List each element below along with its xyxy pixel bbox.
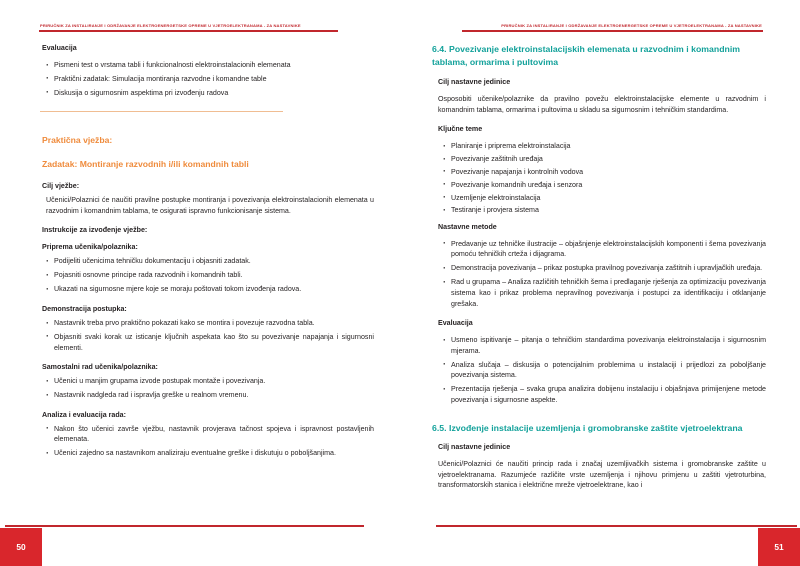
- list-item: · Povezivanje zaštitnih uređaja: [426, 154, 766, 165]
- list-item: · Diskusija o sigurnosnim aspektima pri izvođenju radova: [34, 88, 374, 99]
- list-item: · Planiranje i priprema elektroinstalacija: [426, 141, 766, 152]
- goal-text: Učenici/Polaznici će naučiti pravilne postupke montiranja i povezivanja elektroinstalacionih elemenata u razvodnim i komandnim tablama, te osigurati ispravno funkcionisanje sistema.: [46, 196, 374, 215]
- running-header-text: PRIRUČNIK ZA INSTALIRANJE I ODRŽAVANJE ELEKTROENERGETSKE OPREME U VJETROELEKTRANAMA - ZA NASTAVNIKE: [501, 22, 762, 28]
- list-item: · Uzemljenje elektroinstalacija: [426, 193, 766, 204]
- list-item: · Testiranje i provjera sistema: [426, 205, 766, 216]
- list-item: · Rad u grupama – Analiza različitih tehničkih šema i predlaganje rješenja za optimizaciju povezivanja sistema kao i prikaz problema nepravilnog povezivanja i postupci za identifikaciju i otklanjanje grešaka.: [426, 277, 766, 309]
- demonstration-list: [34, 318, 374, 353]
- footer-right: [400, 525, 800, 566]
- running-header-rule: [462, 30, 763, 32]
- page-right: [400, 0, 800, 566]
- list-item: · Ukazati na sigurnosne mjere koje se moraju poštovati tokom izvođenja radova.: [34, 284, 374, 295]
- list-item: · Prezentacija rješenja – svaka grupa analizira dobijenu instalaciju i objašnjava primijenjene metode povezivanja i sigurnosne aspekte.: [426, 384, 766, 405]
- goal-heading: Cilj vježbe:: [42, 182, 80, 191]
- preparation-list: [34, 256, 374, 295]
- evaluation-list: [34, 60, 374, 99]
- list-item: · Nastavnik treba prvo praktično pokazati kako se montira i povezuje razvodna tabla.: [34, 318, 374, 329]
- footer-left: [0, 525, 400, 566]
- analysis-list: [34, 424, 374, 459]
- section-64-evaluation-list: [426, 335, 766, 405]
- list-item: · Demonstracija povezivanja – prikaz postupka pravilnog povezivanja zaštitnih i upravljačkih uređaja.: [426, 263, 766, 274]
- group-heading-independent-work: Samostalni rad učenika/polaznika:: [42, 363, 158, 372]
- list-item: · Pojasniti osnovne principe rada razvodnih i komandnih tabli.: [34, 270, 374, 281]
- footer-rule: [436, 525, 797, 527]
- right-page-content: [426, 34, 766, 491]
- section-65-heading: 6.5. Izvođenje instalacije uzemljenja i gromobranske zaštite vjetroelektrana: [432, 422, 743, 433]
- list-item: · Nastavnik nadgleda rad i ispravlja greške u realnom vremenu.: [34, 390, 374, 401]
- left-page-content: [34, 34, 374, 459]
- page-number-right: 51: [758, 528, 800, 566]
- orange-divider: [40, 111, 283, 113]
- list-item: · Analiza slučaja – diskusija o potencijalnim problemima u instalaciji i prijedlozi za poboljšanje povezivanja sistema.: [426, 360, 766, 381]
- instructions-heading: Instrukcije za izvođenje vježbe:: [42, 226, 148, 235]
- list-item: · Podijeliti učenicima tehničku dokumentaciju i objasniti zadatak.: [34, 256, 374, 267]
- section-64-goal-text: Osposobiti učenike/polaznike da pravilno povežu elektroinstalacijske elemente u razvodnim i komandnim tablama, ormarima i pultovima u skladu sa sigurnosnim i tehničkim standardima.: [438, 95, 766, 114]
- section-64-topics-heading: Ključne teme: [438, 125, 483, 134]
- list-item: · Usmeno ispitivanje – pitanja o tehničkim standardima povezivanja elektroinstalacija i sigurnosnim mjerama.: [426, 335, 766, 356]
- list-item: · Nakon što učenici završe vježbu, nastavnik provjerava tačnost spojeva i ispravnost postavljenih elemenata.: [34, 424, 374, 445]
- running-header-text: PRIRUČNIK ZA INSTALIRANJE I ODRŽAVANJE ELEKTROENERGETSKE OPREME U VJETROELEKTRANAMA - ZA NASTAVNIKE: [40, 22, 301, 28]
- independent-work-list: [34, 376, 374, 401]
- running-header-rule: [39, 30, 338, 32]
- section-64-methods-heading: Nastavne metode: [438, 222, 497, 231]
- section-64-goal-heading: Cilj nastavne jedinice: [438, 78, 511, 87]
- section-64-topics-list: [426, 141, 766, 216]
- section-64-methods-list: [426, 239, 766, 309]
- section-64-evaluation-heading: Evaluacija: [438, 319, 473, 328]
- section-65-goal-text: Učenici/Polaznici će naučiti princip rada i značaj uzemljivačkih sistema i gromobranske zaštite u vjetroelektranama. Razumjeće različite vrste uzemljenja i njihovu primjenu u zaštiti vjetroturbina, transformatorskih stanica i električne mreže vjetroelektrane, kao i: [438, 460, 766, 490]
- practical-exercise-heading: Praktična vježba:: [42, 135, 113, 146]
- list-item: · Predavanje uz tehničke ilustracije – objašnjenje elektroinstalacijskih komponenti i šema povezivanja pomoću tehničkih crteža i dijagrama.: [426, 239, 766, 260]
- footer-rule: [5, 525, 364, 527]
- list-item: · Povezivanje komandnih uređaja i senzora: [426, 180, 766, 191]
- practical-task-heading: Zadatak: Montiranje razvodnih i/ili komandnih tabli: [42, 159, 249, 170]
- list-item: · Pismeni test o vrstama tabli i funkcionalnosti elektroinstalacionih elemenata: [34, 60, 374, 71]
- group-heading-demonstration: Demonstracija postupka:: [42, 305, 127, 313]
- running-header-right: [426, 20, 766, 34]
- section-65-goal-heading: Cilj nastavne jedinice: [438, 443, 511, 452]
- evaluation-heading: Evaluacija: [42, 44, 77, 52]
- group-heading-preparation: Priprema učenika/polaznika:: [42, 243, 138, 252]
- list-item: · Povezivanje napajanja i kontrolnih vodova: [426, 167, 766, 178]
- page-number-left: 50: [0, 528, 42, 566]
- list-item: · Praktični zadatak: Simulacija montiranja razvodne i komandne table: [34, 74, 374, 85]
- group-heading-analysis: Analiza i evaluacija rada:: [42, 410, 126, 419]
- list-item: · Učenici u manjim grupama izvode postupak montaže i povezivanja.: [34, 376, 374, 387]
- list-item: · Objasniti svaki korak uz isticanje ključnih aspekata kao što su povezivanje napajanja i sigurnosni elementi.: [34, 332, 374, 353]
- section-64-heading: 6.4. Povezivanje elektroinstalacijskih elemenata u razvodnim i komandnim tablama, ormarima i pultovima: [432, 44, 741, 67]
- list-item: · Učenici zajedno sa nastavnikom analiziraju eventualne greške i diskutuju o poboljšanjima.: [34, 448, 374, 459]
- running-header-left: [34, 20, 374, 34]
